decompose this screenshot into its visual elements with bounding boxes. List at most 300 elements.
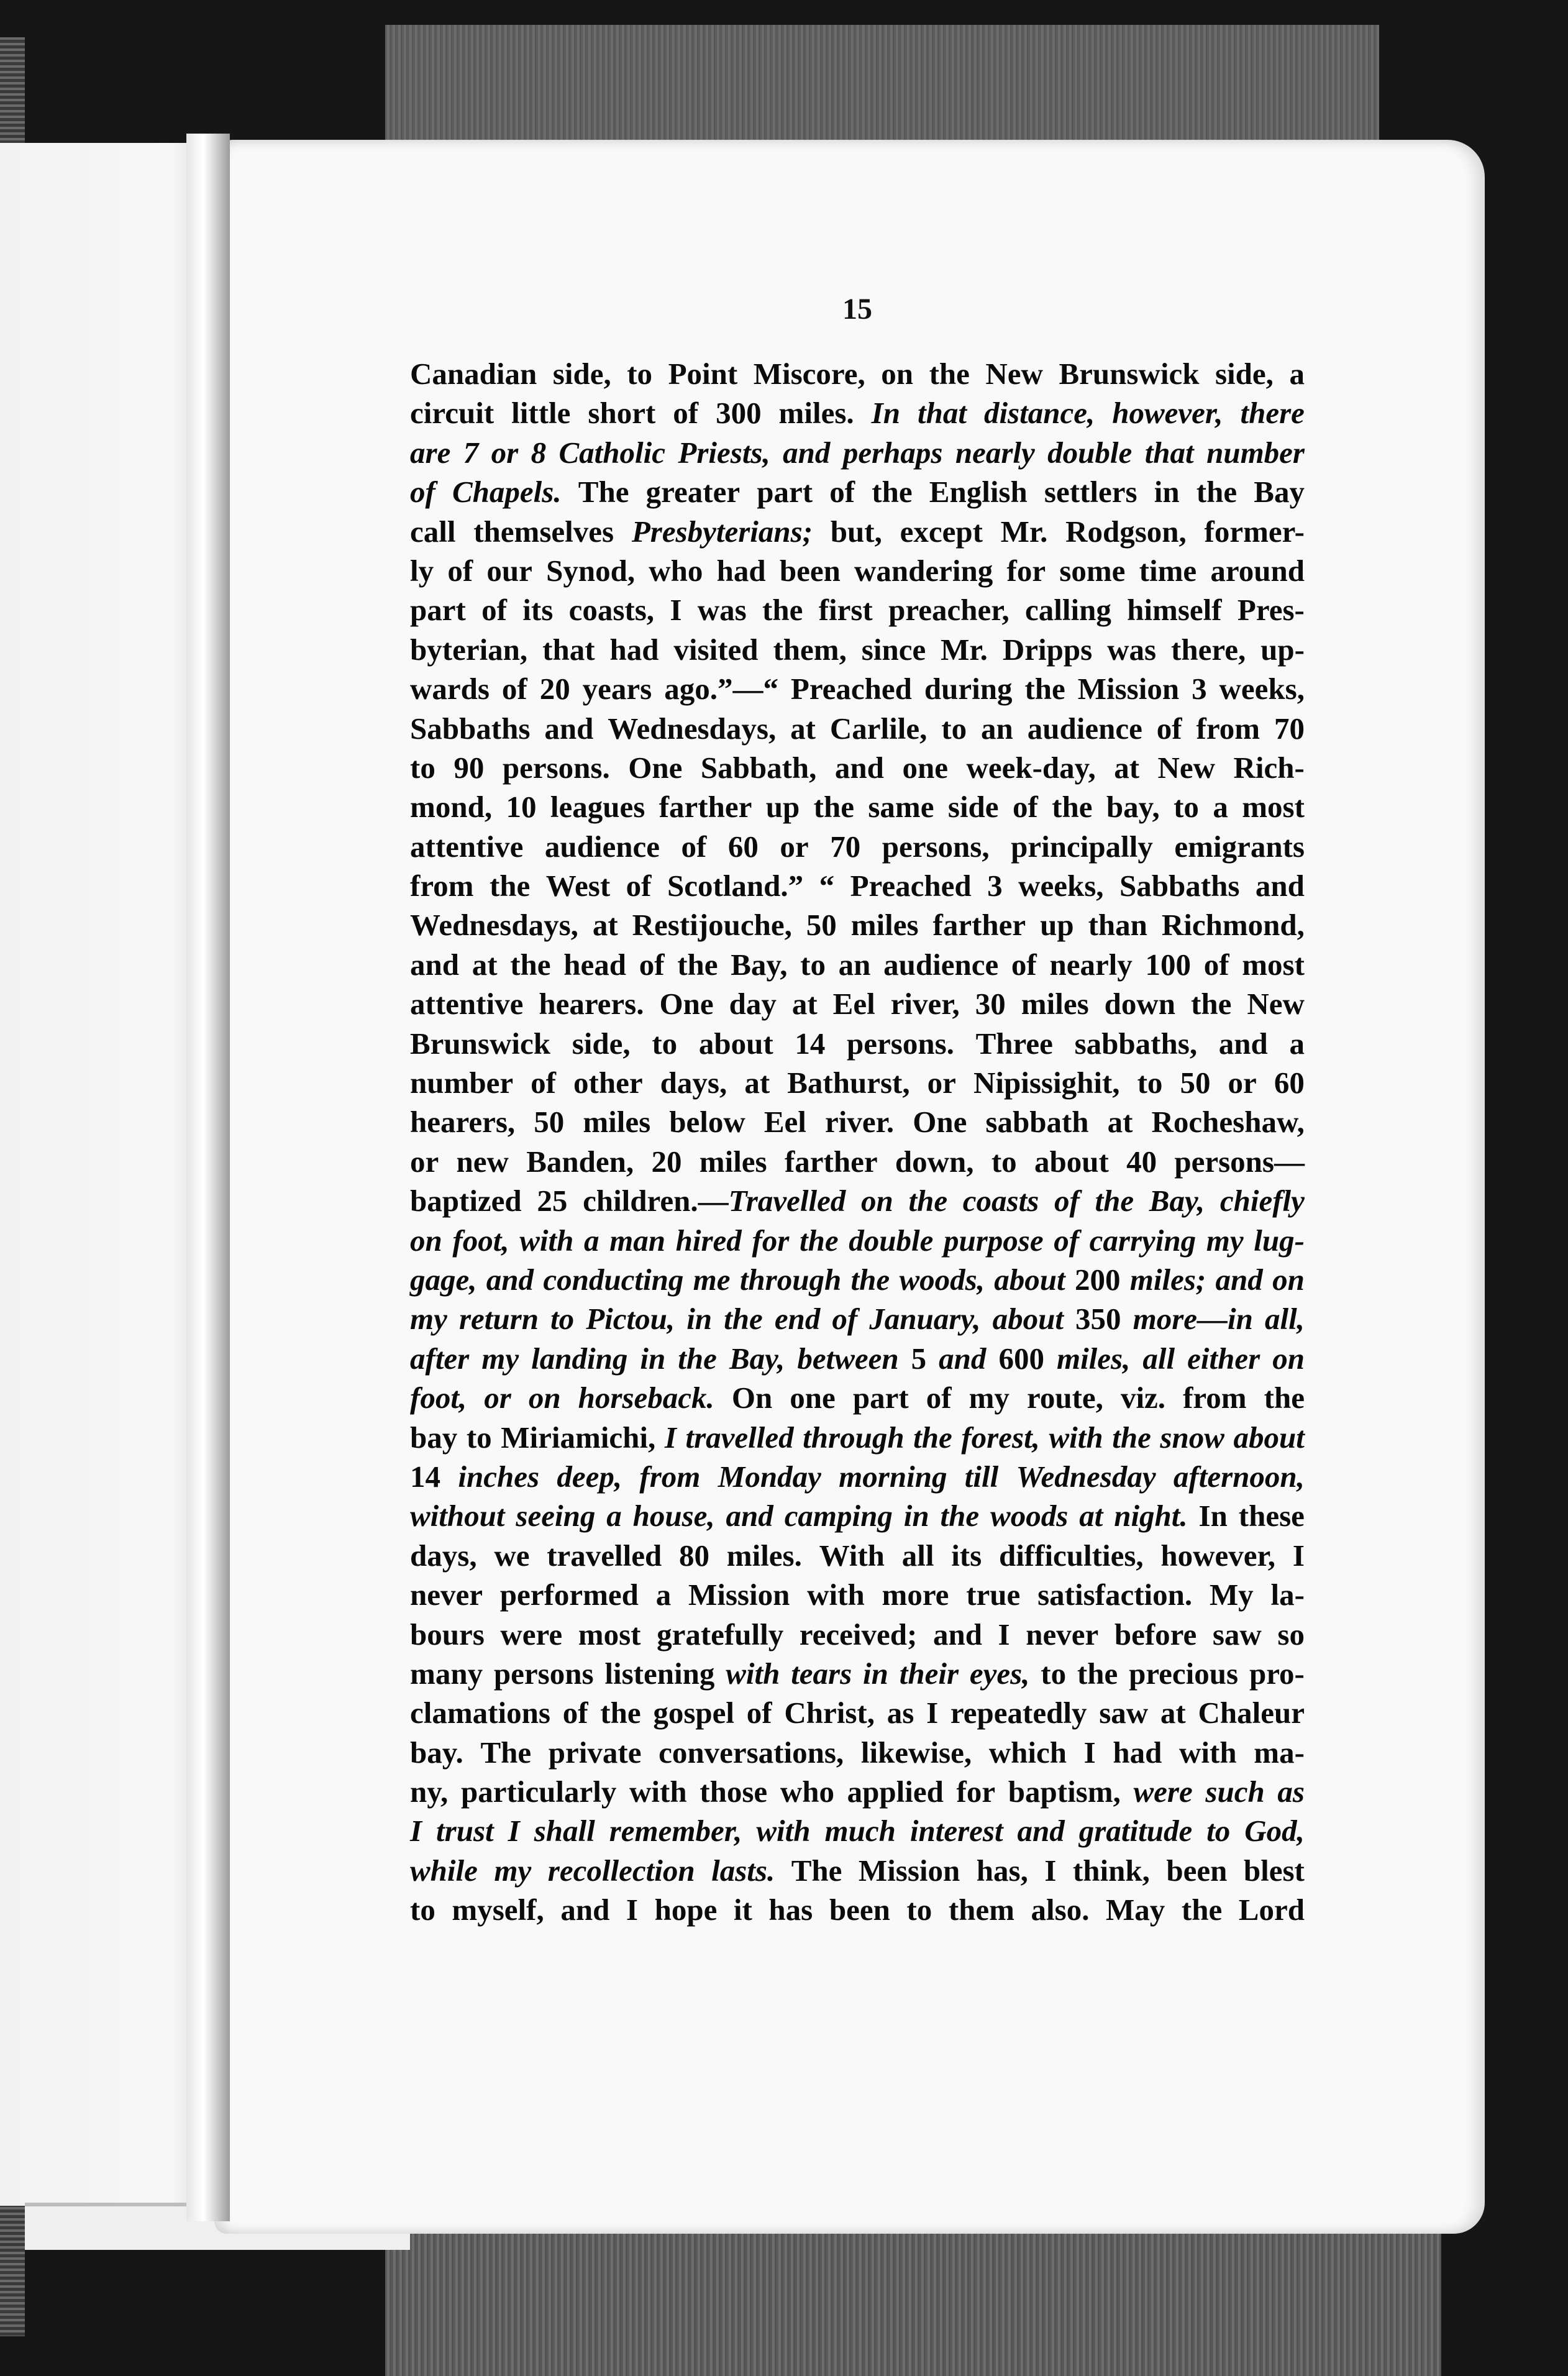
word: hope xyxy=(654,1893,718,1927)
word: who xyxy=(780,1775,834,1809)
text-line xyxy=(410,945,1305,984)
word: and xyxy=(726,1499,773,1533)
word: 50 xyxy=(1180,1066,1211,1100)
word: Lord xyxy=(1238,1893,1305,1927)
word: of xyxy=(1054,1223,1080,1258)
word: Synod, xyxy=(546,553,636,588)
word: coasts xyxy=(962,1184,1039,1218)
word: about xyxy=(1233,1420,1305,1455)
word: to xyxy=(1041,1656,1067,1691)
word: “ xyxy=(819,869,835,903)
word: la- xyxy=(1270,1578,1305,1612)
word: between xyxy=(797,1341,899,1376)
word: miles; xyxy=(1129,1262,1206,1297)
word: On xyxy=(731,1381,773,1415)
word: the xyxy=(600,1696,641,1730)
word: at xyxy=(1107,1105,1133,1140)
word: saw xyxy=(1212,1617,1262,1652)
word: on xyxy=(1272,1341,1305,1376)
word: to xyxy=(627,357,653,391)
word: farther xyxy=(932,908,1026,943)
word: to xyxy=(1174,790,1199,825)
word: Wednesdays, xyxy=(608,711,777,746)
word: all, xyxy=(1264,1302,1305,1336)
word: part xyxy=(410,593,466,628)
word: The xyxy=(480,1735,532,1770)
word: first xyxy=(818,593,873,628)
word: tears xyxy=(791,1656,852,1691)
word: recollection xyxy=(547,1853,695,1888)
word: time xyxy=(1139,553,1197,588)
word: weeks, xyxy=(1219,672,1305,706)
word: 70 xyxy=(1274,711,1305,746)
word: persons— xyxy=(1174,1144,1305,1179)
word: Rocheshaw, xyxy=(1151,1105,1305,1140)
word: I xyxy=(998,1617,1010,1652)
word: for xyxy=(1006,553,1046,588)
word: some xyxy=(1059,553,1126,588)
word: particularly xyxy=(460,1775,617,1809)
word: Dripps xyxy=(1002,632,1093,667)
word: In xyxy=(871,396,900,431)
word: Canadian xyxy=(410,357,537,391)
text-line xyxy=(410,1772,1305,1811)
word: viz. xyxy=(1120,1381,1166,1415)
word: I xyxy=(926,1696,939,1730)
word: a xyxy=(1289,1026,1305,1061)
word: are xyxy=(410,435,451,470)
word: purpose xyxy=(943,1223,1044,1258)
word: satisfaction. xyxy=(1037,1578,1193,1612)
word: New xyxy=(1247,987,1305,1021)
word: also. xyxy=(1031,1893,1090,1927)
word: distance, xyxy=(983,396,1095,431)
word: so xyxy=(1277,1617,1305,1652)
word: Wednesdays, xyxy=(410,908,578,943)
word: May xyxy=(1106,1893,1165,1927)
word: and xyxy=(1017,1814,1065,1848)
word: its xyxy=(522,593,554,628)
word: at xyxy=(1160,1696,1186,1730)
word: the xyxy=(762,593,803,628)
word: all xyxy=(901,1538,934,1573)
word: private xyxy=(548,1735,642,1770)
word: pro- xyxy=(1249,1656,1305,1691)
word: double xyxy=(849,1223,934,1258)
word: in xyxy=(686,1302,713,1336)
word: sabbath xyxy=(985,1105,1089,1140)
text-line xyxy=(410,866,1305,905)
word: of xyxy=(829,475,855,509)
word: With xyxy=(819,1538,885,1573)
text-line xyxy=(410,1654,1305,1693)
word: and xyxy=(486,1262,534,1297)
word: remember, xyxy=(609,1814,742,1848)
word: up xyxy=(765,790,800,825)
word: Richmond, xyxy=(1161,908,1305,943)
word: side, xyxy=(1215,357,1274,391)
word: the xyxy=(813,790,854,825)
word: Pres- xyxy=(1237,593,1305,628)
word: coasts, xyxy=(568,593,655,628)
word: Preached xyxy=(790,672,912,706)
word: or xyxy=(410,1144,439,1179)
word: Sabbaths xyxy=(410,711,531,746)
word: in xyxy=(1154,475,1180,509)
word: the xyxy=(1181,1893,1223,1927)
text-line xyxy=(410,433,1305,472)
word: The xyxy=(791,1853,842,1888)
word: My xyxy=(1209,1578,1254,1612)
word: on xyxy=(410,1223,442,1258)
word: of xyxy=(410,475,435,509)
word: Mission xyxy=(858,1853,960,1888)
text-line xyxy=(410,1142,1305,1181)
word: and xyxy=(1255,869,1305,903)
word: 30 xyxy=(975,987,1006,1021)
word: I xyxy=(1292,1538,1305,1573)
word: at xyxy=(592,908,618,943)
word: been xyxy=(1166,1853,1228,1888)
word: I xyxy=(1083,1735,1096,1770)
word: gospel xyxy=(653,1696,735,1730)
word: Catholic xyxy=(558,435,665,470)
text-line xyxy=(410,1536,1305,1575)
word: for xyxy=(752,1223,790,1258)
word: never xyxy=(410,1578,483,1612)
word: audience xyxy=(1027,711,1142,746)
word: of xyxy=(531,1066,556,1100)
word: a xyxy=(584,1223,599,1258)
word: since xyxy=(861,632,926,667)
word: of xyxy=(926,1381,952,1415)
word: horseback. xyxy=(578,1381,714,1415)
word: from xyxy=(410,869,474,903)
word: or xyxy=(484,1381,511,1415)
word: Monday xyxy=(718,1459,821,1494)
word: of xyxy=(746,1696,772,1730)
word: English xyxy=(929,475,1028,509)
word: Presbyterians; xyxy=(631,514,813,549)
word: till xyxy=(964,1459,999,1494)
word: 60 xyxy=(727,829,759,864)
word: carrying xyxy=(1089,1223,1197,1258)
word: of xyxy=(1054,1184,1080,1218)
word: years xyxy=(582,672,652,706)
word: Mr. xyxy=(941,632,988,667)
word: 14 xyxy=(410,1459,440,1494)
word: before xyxy=(1114,1617,1197,1652)
word: for xyxy=(956,1775,996,1809)
word: wandering xyxy=(854,553,993,588)
word: about xyxy=(1034,1144,1109,1179)
word: himself xyxy=(1127,593,1222,628)
word: the xyxy=(1077,1656,1118,1691)
word: 50 xyxy=(806,908,837,943)
word: my xyxy=(1206,1223,1244,1258)
word: farther xyxy=(784,1144,878,1179)
word: most xyxy=(578,1617,641,1652)
word: from xyxy=(639,1459,701,1494)
word: 14 xyxy=(795,1026,826,1061)
word: the xyxy=(1196,475,1238,509)
word: with xyxy=(519,1223,574,1258)
word: up- xyxy=(1260,632,1305,667)
text-line xyxy=(410,551,1305,590)
text-line xyxy=(410,905,1305,944)
word: West xyxy=(545,869,611,903)
word: 3 xyxy=(1192,672,1207,706)
word: Miriamichi, xyxy=(501,1420,656,1455)
word: The xyxy=(578,475,629,509)
word: end xyxy=(774,1302,821,1336)
word: calling xyxy=(1025,593,1111,628)
text-line xyxy=(410,1575,1305,1614)
word: at xyxy=(1079,1499,1103,1533)
word: 300 xyxy=(716,396,762,431)
word: me xyxy=(693,1262,731,1297)
word: listening xyxy=(604,1656,715,1691)
word: there, xyxy=(1171,632,1246,667)
word: 20 xyxy=(651,1144,682,1179)
word: Bay, xyxy=(731,947,788,982)
word: hearers, xyxy=(410,1105,516,1140)
word: January, xyxy=(869,1302,981,1336)
word: however, xyxy=(1112,396,1223,431)
word: a xyxy=(606,1499,622,1533)
word: conducting xyxy=(543,1262,684,1297)
text-line xyxy=(410,709,1305,748)
word: of xyxy=(1012,790,1038,825)
word: seeing xyxy=(516,1499,596,1533)
word: my xyxy=(410,1302,447,1336)
word: but, xyxy=(830,514,882,549)
word: them, xyxy=(773,632,847,667)
word: that xyxy=(1144,435,1194,470)
word: part xyxy=(757,475,813,509)
text-line xyxy=(410,354,1305,393)
word: river. xyxy=(825,1105,895,1140)
word: 600 xyxy=(998,1341,1044,1376)
word: without xyxy=(410,1499,505,1533)
word: 3 xyxy=(987,869,1003,903)
word: of xyxy=(639,947,665,982)
word: with xyxy=(756,1814,811,1848)
word: the xyxy=(489,869,531,903)
word: in xyxy=(863,1656,888,1691)
word: and xyxy=(1215,1262,1263,1297)
word: side, xyxy=(572,1026,631,1061)
word: of xyxy=(626,869,652,903)
text-line xyxy=(410,1693,1305,1732)
word: to xyxy=(466,1420,492,1455)
text-line xyxy=(410,748,1305,787)
word: and xyxy=(834,750,884,785)
word: attentive xyxy=(410,829,524,864)
text-line xyxy=(410,1811,1305,1850)
word: to xyxy=(1137,1066,1163,1100)
word: down, xyxy=(895,1144,974,1179)
word: of xyxy=(1011,947,1037,982)
word: or xyxy=(1228,1066,1257,1100)
word: new xyxy=(456,1144,509,1179)
word: a xyxy=(655,1578,672,1612)
word: man xyxy=(609,1223,665,1258)
word: much xyxy=(824,1814,896,1848)
word: the xyxy=(913,1420,952,1455)
word: than xyxy=(1088,908,1147,943)
word: audience xyxy=(544,829,660,864)
word: Pictou, xyxy=(586,1302,675,1336)
word: I xyxy=(410,1814,422,1848)
word: of xyxy=(681,829,707,864)
word: the xyxy=(872,475,913,509)
word: side xyxy=(947,790,999,825)
word: days, xyxy=(660,1066,727,1100)
word: return xyxy=(458,1302,539,1336)
word: to xyxy=(410,750,435,785)
word: weeks, xyxy=(1018,869,1104,903)
word: Point xyxy=(668,357,738,391)
word: chiefly xyxy=(1219,1184,1305,1218)
word: farther xyxy=(659,790,752,825)
word: most xyxy=(1242,790,1305,825)
word: the xyxy=(908,1184,948,1218)
word: or xyxy=(927,1066,956,1100)
word: were xyxy=(1133,1775,1193,1809)
word: New xyxy=(985,357,1043,391)
word: Brunswick xyxy=(1059,357,1200,391)
word: miles xyxy=(583,1105,651,1140)
word: Sabbath, xyxy=(700,750,817,785)
word: One xyxy=(913,1105,967,1140)
word: Bathurst, xyxy=(787,1066,910,1100)
word: bay, xyxy=(1106,790,1160,825)
word: who xyxy=(649,553,703,588)
word: down xyxy=(1104,987,1176,1021)
word: camping xyxy=(784,1499,893,1533)
word: eyes, xyxy=(969,1656,1030,1691)
word: been xyxy=(779,553,841,588)
word: to xyxy=(1206,1814,1231,1848)
word: as xyxy=(887,1696,914,1730)
text-line xyxy=(410,1496,1305,1535)
word: landing xyxy=(531,1341,628,1376)
word: afternoon, xyxy=(1173,1459,1305,1494)
word: lasts. xyxy=(711,1853,775,1888)
word: Eel xyxy=(763,1105,806,1140)
word: perhaps xyxy=(842,435,943,470)
word: mond, xyxy=(410,790,493,825)
word: at xyxy=(791,987,818,1021)
word: in xyxy=(903,1499,929,1533)
word: emigrants xyxy=(1174,829,1305,864)
text-line xyxy=(410,1615,1305,1654)
word: them xyxy=(948,1893,1014,1927)
text-line xyxy=(410,1063,1305,1102)
word: of xyxy=(673,396,699,431)
word: the xyxy=(799,1223,839,1258)
word: former- xyxy=(1204,514,1305,549)
word: gratitude xyxy=(1078,1814,1193,1848)
word: of xyxy=(1203,947,1229,982)
word: on xyxy=(1272,1262,1305,1297)
word: miles. xyxy=(778,396,854,431)
word: travelled xyxy=(547,1538,662,1573)
word: had xyxy=(609,632,659,667)
word: foot, xyxy=(452,1223,509,1258)
word: from xyxy=(1183,1381,1247,1415)
word: ny, xyxy=(410,1775,449,1809)
word: 80 xyxy=(679,1538,710,1573)
word: I xyxy=(626,1893,638,1927)
word: leagues xyxy=(550,790,645,825)
word: with xyxy=(629,1775,687,1809)
word: at xyxy=(1114,750,1140,785)
word: a xyxy=(1289,357,1305,391)
cloth-strip-top xyxy=(385,25,1379,143)
word: double xyxy=(1047,435,1133,470)
word: more xyxy=(882,1578,949,1612)
text-line xyxy=(410,590,1305,629)
word: about xyxy=(994,1262,1065,1297)
text-line xyxy=(410,1733,1305,1772)
text-line xyxy=(410,1378,1305,1417)
word: of xyxy=(447,553,473,588)
word: through xyxy=(803,1420,905,1455)
word: to xyxy=(906,1893,932,1927)
word: God, xyxy=(1244,1814,1305,1848)
word: ma- xyxy=(1254,1735,1305,1770)
word: such xyxy=(1205,1775,1265,1809)
word: preacher, xyxy=(888,593,1010,628)
word: Mission xyxy=(1077,672,1180,706)
word: performed xyxy=(499,1578,639,1612)
word: morning xyxy=(839,1459,947,1494)
word: below xyxy=(669,1105,745,1140)
word: visited xyxy=(673,632,759,667)
word: had xyxy=(716,553,766,588)
word: miles xyxy=(1021,987,1089,1021)
word: short xyxy=(588,396,656,431)
word: or xyxy=(780,829,809,864)
text-line xyxy=(410,1024,1305,1063)
word: deep, xyxy=(557,1459,622,1494)
word: our xyxy=(486,553,532,588)
book-gutter xyxy=(186,134,230,2221)
word: all xyxy=(1142,1341,1175,1376)
word: 50 xyxy=(534,1105,565,1140)
word: attentive xyxy=(410,987,524,1021)
word: there xyxy=(1240,396,1305,431)
word: which xyxy=(988,1735,1067,1770)
word: baptized xyxy=(410,1184,522,1218)
word: 100 xyxy=(1145,947,1191,982)
word: call xyxy=(410,514,456,549)
text-line xyxy=(410,1890,1305,1929)
word: One xyxy=(628,750,683,785)
word: conversations, xyxy=(659,1735,844,1770)
word: Restijouche, xyxy=(632,908,792,943)
word: week-day, xyxy=(966,750,1096,785)
word: Mr. xyxy=(1000,514,1048,549)
word: same xyxy=(868,790,934,825)
word: had xyxy=(1113,1735,1162,1770)
word: wards xyxy=(410,672,490,706)
word: 8 xyxy=(531,435,547,470)
text-line xyxy=(410,1851,1305,1890)
word: and xyxy=(560,1893,610,1927)
